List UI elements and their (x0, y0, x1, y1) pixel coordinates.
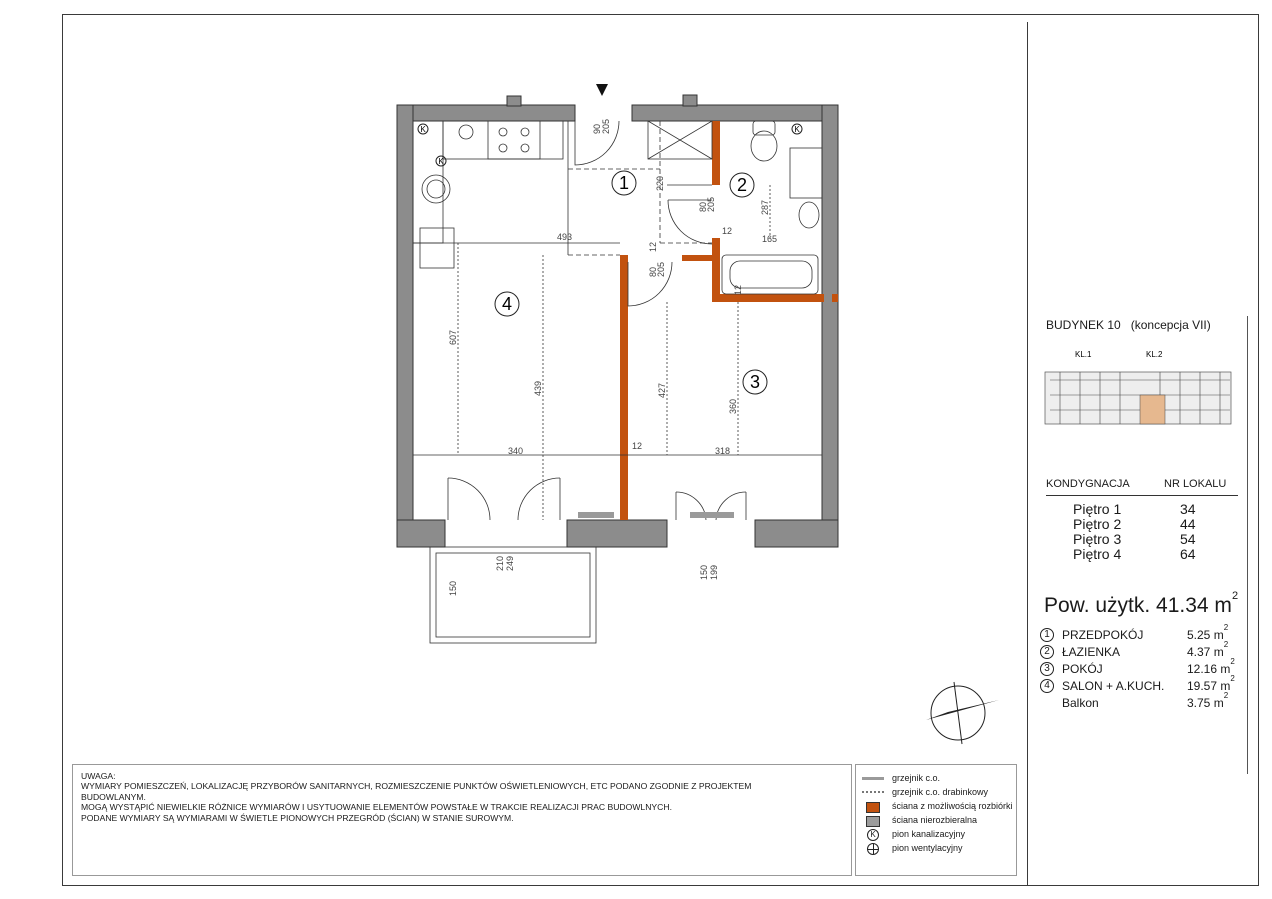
svg-text:12: 12 (722, 226, 733, 236)
svg-text:360: 360 (728, 398, 738, 414)
svg-text:150: 150 (448, 580, 458, 596)
svg-text:220: 220 (655, 175, 665, 191)
entrance-arrow-icon (596, 84, 608, 96)
list-item: 3 POKÓJ 12.16 $m^2$ (1040, 662, 1240, 679)
kl2-label: KL.2 (1146, 350, 1163, 359)
svg-text:318: 318 (715, 446, 731, 456)
svg-text:90: 90 (592, 123, 602, 134)
vent-riser-icon (867, 843, 879, 855)
room-number-1: 1 (618, 173, 630, 193)
svg-text:205: 205 (706, 196, 716, 212)
list-item: Balkon 3.75 $m^2$ (1062, 691, 1229, 710)
svg-text:199: 199 (709, 564, 719, 580)
notes-line: MOGĄ WYSTĄPIĆ NIEWIELKIE RÓŻNICE WYMIARÓW I USYTUOWANIE ELEMENTÓW POWSTAŁE W TRAKCIE REALIZACJI PRAC BUDOWLNYCH. (81, 802, 672, 813)
svg-text:439: 439 (533, 380, 543, 396)
legend-item: grzejnik c.o. drabinkowy (860, 787, 1020, 799)
sewer-riser-icon: K (867, 829, 879, 841)
legend-item: grzejnik c.o. (860, 773, 1020, 785)
svg-text:340: 340 (508, 446, 524, 456)
svg-text:12: 12 (733, 284, 743, 295)
table-row: Piętro 1 34 (1073, 501, 1196, 517)
legend-item: ściana nierozbieralna (860, 815, 1020, 827)
legend-box (855, 764, 1017, 876)
list-item: 2 ŁAZIENKA 4.37 $m^2$ (1040, 645, 1240, 662)
list-item: 1 PRZEDPOKÓJ 5.25 $m^2$ (1040, 628, 1240, 645)
north-arrow-icon (926, 682, 999, 744)
table-row: Piętro 3 54 (1073, 531, 1196, 547)
svg-text:K: K (438, 157, 444, 166)
notes-line: BUDOWLANYM. (81, 791, 146, 802)
ladder-radiator-swatch-icon (862, 791, 884, 796)
room-number-2: 2 (736, 175, 748, 195)
removable-walls (620, 121, 838, 520)
col-unit-header: NR LOKALU (1164, 478, 1227, 490)
removable-wall-swatch-icon (866, 802, 880, 813)
svg-text:210: 210 (495, 555, 505, 571)
svg-text:12: 12 (648, 241, 658, 252)
building-title: BUDYNEK 10 (koncepcja VII) (1046, 318, 1211, 332)
table-row: Piętro 4 64 (1073, 546, 1196, 562)
table-row: Piętro 2 44 (1073, 516, 1196, 532)
floors-table-header (1046, 478, 1238, 496)
kl1-label: KL.1 (1075, 350, 1092, 359)
svg-text:427: 427 (657, 382, 667, 398)
svg-text:205: 205 (601, 118, 611, 134)
svg-text:80: 80 (698, 201, 708, 212)
room-number-3: 3 (749, 372, 761, 392)
svg-text:607: 607 (448, 329, 458, 345)
fixed-wall-swatch-icon (866, 816, 880, 827)
svg-text:150: 150 (699, 564, 709, 580)
svg-text:K: K (420, 125, 426, 134)
room-number-markers (495, 171, 767, 394)
building-key-plan (1045, 350, 1231, 424)
legend-item: K pion kanalizacyjny (860, 829, 1020, 841)
svg-text:80: 80 (648, 266, 658, 277)
legend-item: pion wentylacyjny (860, 843, 1020, 855)
floors-table (1073, 502, 1203, 562)
svg-text:12: 12 (632, 441, 643, 451)
room-number-4: 4 (501, 294, 513, 314)
notes-line: WYMIARY POMIESZCZEŃ, LOKALIZACJĘ PRZYBORÓW SANITARNYCH, ROZMIESZCZENIE PUNKTÓW OŚWIETLENIOWYCH, ETC PODANO ZGODNIE Z PROJEKTEM (81, 781, 752, 792)
svg-text:165: 165 (762, 234, 778, 244)
room-area-list (1040, 623, 1240, 713)
svg-text:K: K (794, 125, 800, 134)
svg-text:249: 249 (505, 555, 515, 571)
notes-line: PODANE WYMIARY SĄ WYMIARAMI W ŚWIETLE PIONOWYCH PRZEGRÓD (ŚCIAN) W STANIE SUROWYM. (81, 812, 514, 823)
notes-box (72, 764, 852, 876)
svg-text:493: 493 (557, 232, 573, 242)
svg-text:287: 287 (760, 199, 770, 215)
radiator-swatch-icon (862, 777, 884, 780)
usable-area-total: Pow. użytk. 41.34 $m^2$ (1044, 590, 1239, 617)
legend-item: ściana z możliwością rozbiórki (860, 801, 1020, 813)
list-item: 4 SALON + A.KUCH. 19.57 $m^2$ (1040, 679, 1240, 696)
col-floor-header: KONDYGNACJA (1046, 478, 1130, 490)
svg-text:205: 205 (656, 261, 666, 277)
notes-line: UWAGA: (81, 771, 116, 781)
exterior-walls (397, 95, 838, 547)
radiators (578, 512, 734, 518)
